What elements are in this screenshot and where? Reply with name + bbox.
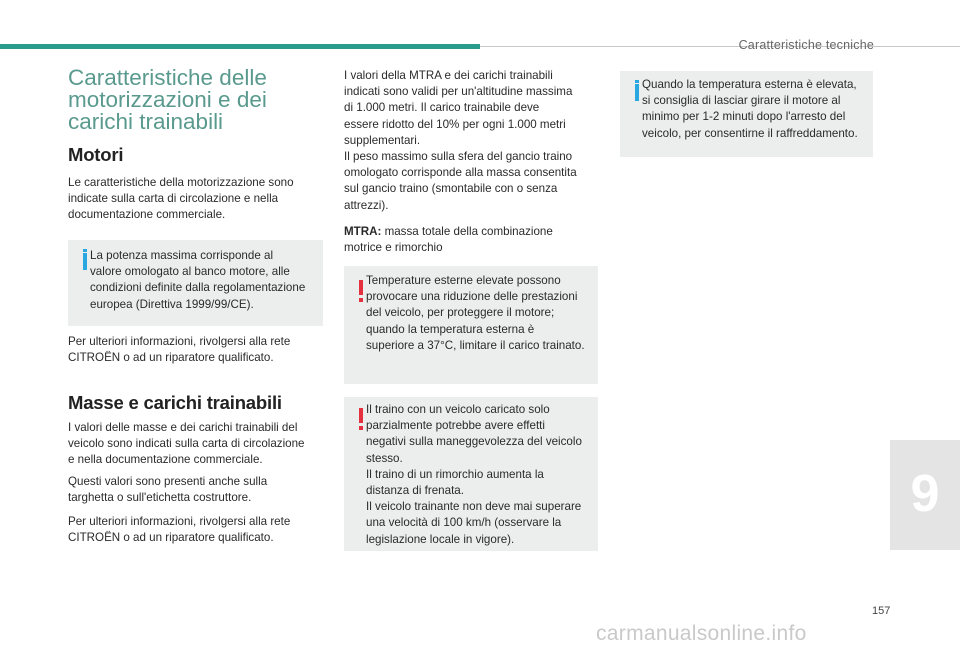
info-box-text — [90, 248, 319, 313]
text-line: negativi sulla maneggevolezza del veicolo — [366, 435, 582, 449]
text-line: parzialmente potrebbe avere effetti — [366, 419, 545, 433]
watermark: carmanualsonline.info — [596, 622, 807, 645]
text-line: indicate sulla carta di circolazione e nella — [68, 192, 279, 206]
text-line: Per ulteriori informazioni, rivolgersi alla rete — [68, 335, 291, 348]
text-line: supplementari. — [344, 133, 421, 147]
text-line: valore omologato al banco motore, alle — [90, 265, 290, 279]
text-line: una velocità di 100 km/h (osservare la — [366, 516, 562, 530]
header-divider — [480, 46, 960, 47]
heading-masse: Masse e carichi trainabili — [68, 392, 282, 413]
section-title-line: motorizzazioni e dei — [68, 87, 267, 112]
text-line: Il veicolo trainante non deve mai superare — [366, 500, 582, 514]
text-line: La potenza massima corrisponde al — [90, 249, 274, 262]
text-line: CITROËN o ad un riparatore qualificato. — [68, 531, 274, 545]
warning-box-traino — [344, 397, 598, 551]
text-line: veicolo, per consentirne il raffreddamento. — [642, 126, 858, 140]
text-line: stesso. — [366, 451, 403, 465]
text-line: condizioni definite dalla regolamentazione — [90, 281, 306, 295]
text-line: targhetta o sull'etichetta costruttore. — [68, 491, 252, 505]
text-line: Il peso massimo sulla sfera del gancio traino — [344, 150, 573, 164]
text-line: I valori delle masse e dei carichi trainabili del — [68, 421, 298, 434]
text-line: minimo per 1-2 minuti dopo l'arresto del — [642, 110, 846, 124]
warning-box-text — [366, 402, 594, 548]
text-line: Temperature esterne elevate possono — [366, 274, 561, 287]
text-line — [344, 224, 600, 240]
text-line: attrezzi). — [344, 198, 389, 212]
section-title-line: Caratteristiche delle — [68, 65, 267, 90]
text-line: del veicolo, per proteggere il motore; — [366, 306, 555, 320]
info-box-potenza — [68, 240, 323, 326]
text-line: e nella documentazione commerciale. — [68, 453, 263, 467]
text-line: si consiglia di lasciar girare il motore al — [642, 94, 841, 108]
text-line: essere ridotto del 10% per ogni 1.000 metri — [344, 117, 566, 131]
motori-more-info — [68, 334, 324, 366]
masse-p2 — [68, 474, 324, 506]
mtra-label: MTRA: — [344, 225, 382, 238]
chapter-tab — [890, 440, 960, 550]
text-line: europea (Direttiva 1999/99/CE). — [90, 297, 254, 311]
page-number: 157 — [872, 605, 891, 617]
masse-p3 — [68, 514, 324, 546]
text-line: sul gancio traino (smontabile con o senza — [344, 182, 558, 196]
text-line: veicolo sono indicati sulla carta di circolazione — [68, 437, 305, 451]
warning-box-text — [366, 273, 594, 354]
section-title-line: carichi trainabili — [68, 109, 224, 134]
text-line: di 1.000 metri. Il carico trainabile deve — [344, 101, 540, 115]
warning-box-temperature — [344, 266, 598, 384]
chapter-number: 9 — [910, 465, 940, 523]
text-line: indicati sono validi per un'altitudine massima — [344, 85, 573, 99]
motori-intro — [68, 175, 324, 224]
text-line: CITROËN o ad un riparatore qualificato. — [68, 351, 274, 365]
header-accent-bar — [0, 44, 480, 49]
text-line: Il traino di un rimorchio aumenta la — [366, 467, 544, 481]
text-line: provocare una riduzione delle prestazioni — [366, 290, 578, 304]
text-line: Quando la temperatura esterna è elevata, — [642, 78, 857, 91]
text-line: Le caratteristiche della motorizzazione sono — [68, 176, 294, 189]
text-line: quando la temperatura esterna è — [366, 322, 535, 336]
text-line: Il traino con un veicolo caricato solo — [366, 403, 550, 416]
text-line: legislazione locale in vigore). — [366, 532, 515, 546]
info-box-text — [642, 77, 869, 142]
section-title — [68, 67, 324, 133]
running-header: Caratteristiche tecniche — [738, 38, 874, 52]
mtra-def: massa totale della combinazione — [381, 225, 553, 238]
info-box-raffreddamento — [620, 71, 873, 157]
text-line: Questi valori sono presenti anche sulla — [68, 475, 268, 488]
text-line: documentazione commerciale. — [68, 208, 226, 222]
text-line: motrice e rimorchio — [344, 241, 443, 255]
heading-motori: Motori — [68, 144, 124, 165]
masse-p1 — [68, 420, 324, 469]
mtra-definition — [344, 224, 600, 256]
text-line: distanza di frenata. — [366, 484, 464, 498]
mtra-paragraph — [344, 68, 600, 214]
text-line: Per ulteriori informazioni, rivolgersi alla rete — [68, 515, 291, 528]
text-line: I valori della MTRA e dei carichi trainabili — [344, 69, 553, 82]
text-line: omologato corrisponde alla massa consentita — [344, 166, 577, 180]
text-line: superiore a 37°C, limitare il carico trainato. — [366, 338, 585, 352]
